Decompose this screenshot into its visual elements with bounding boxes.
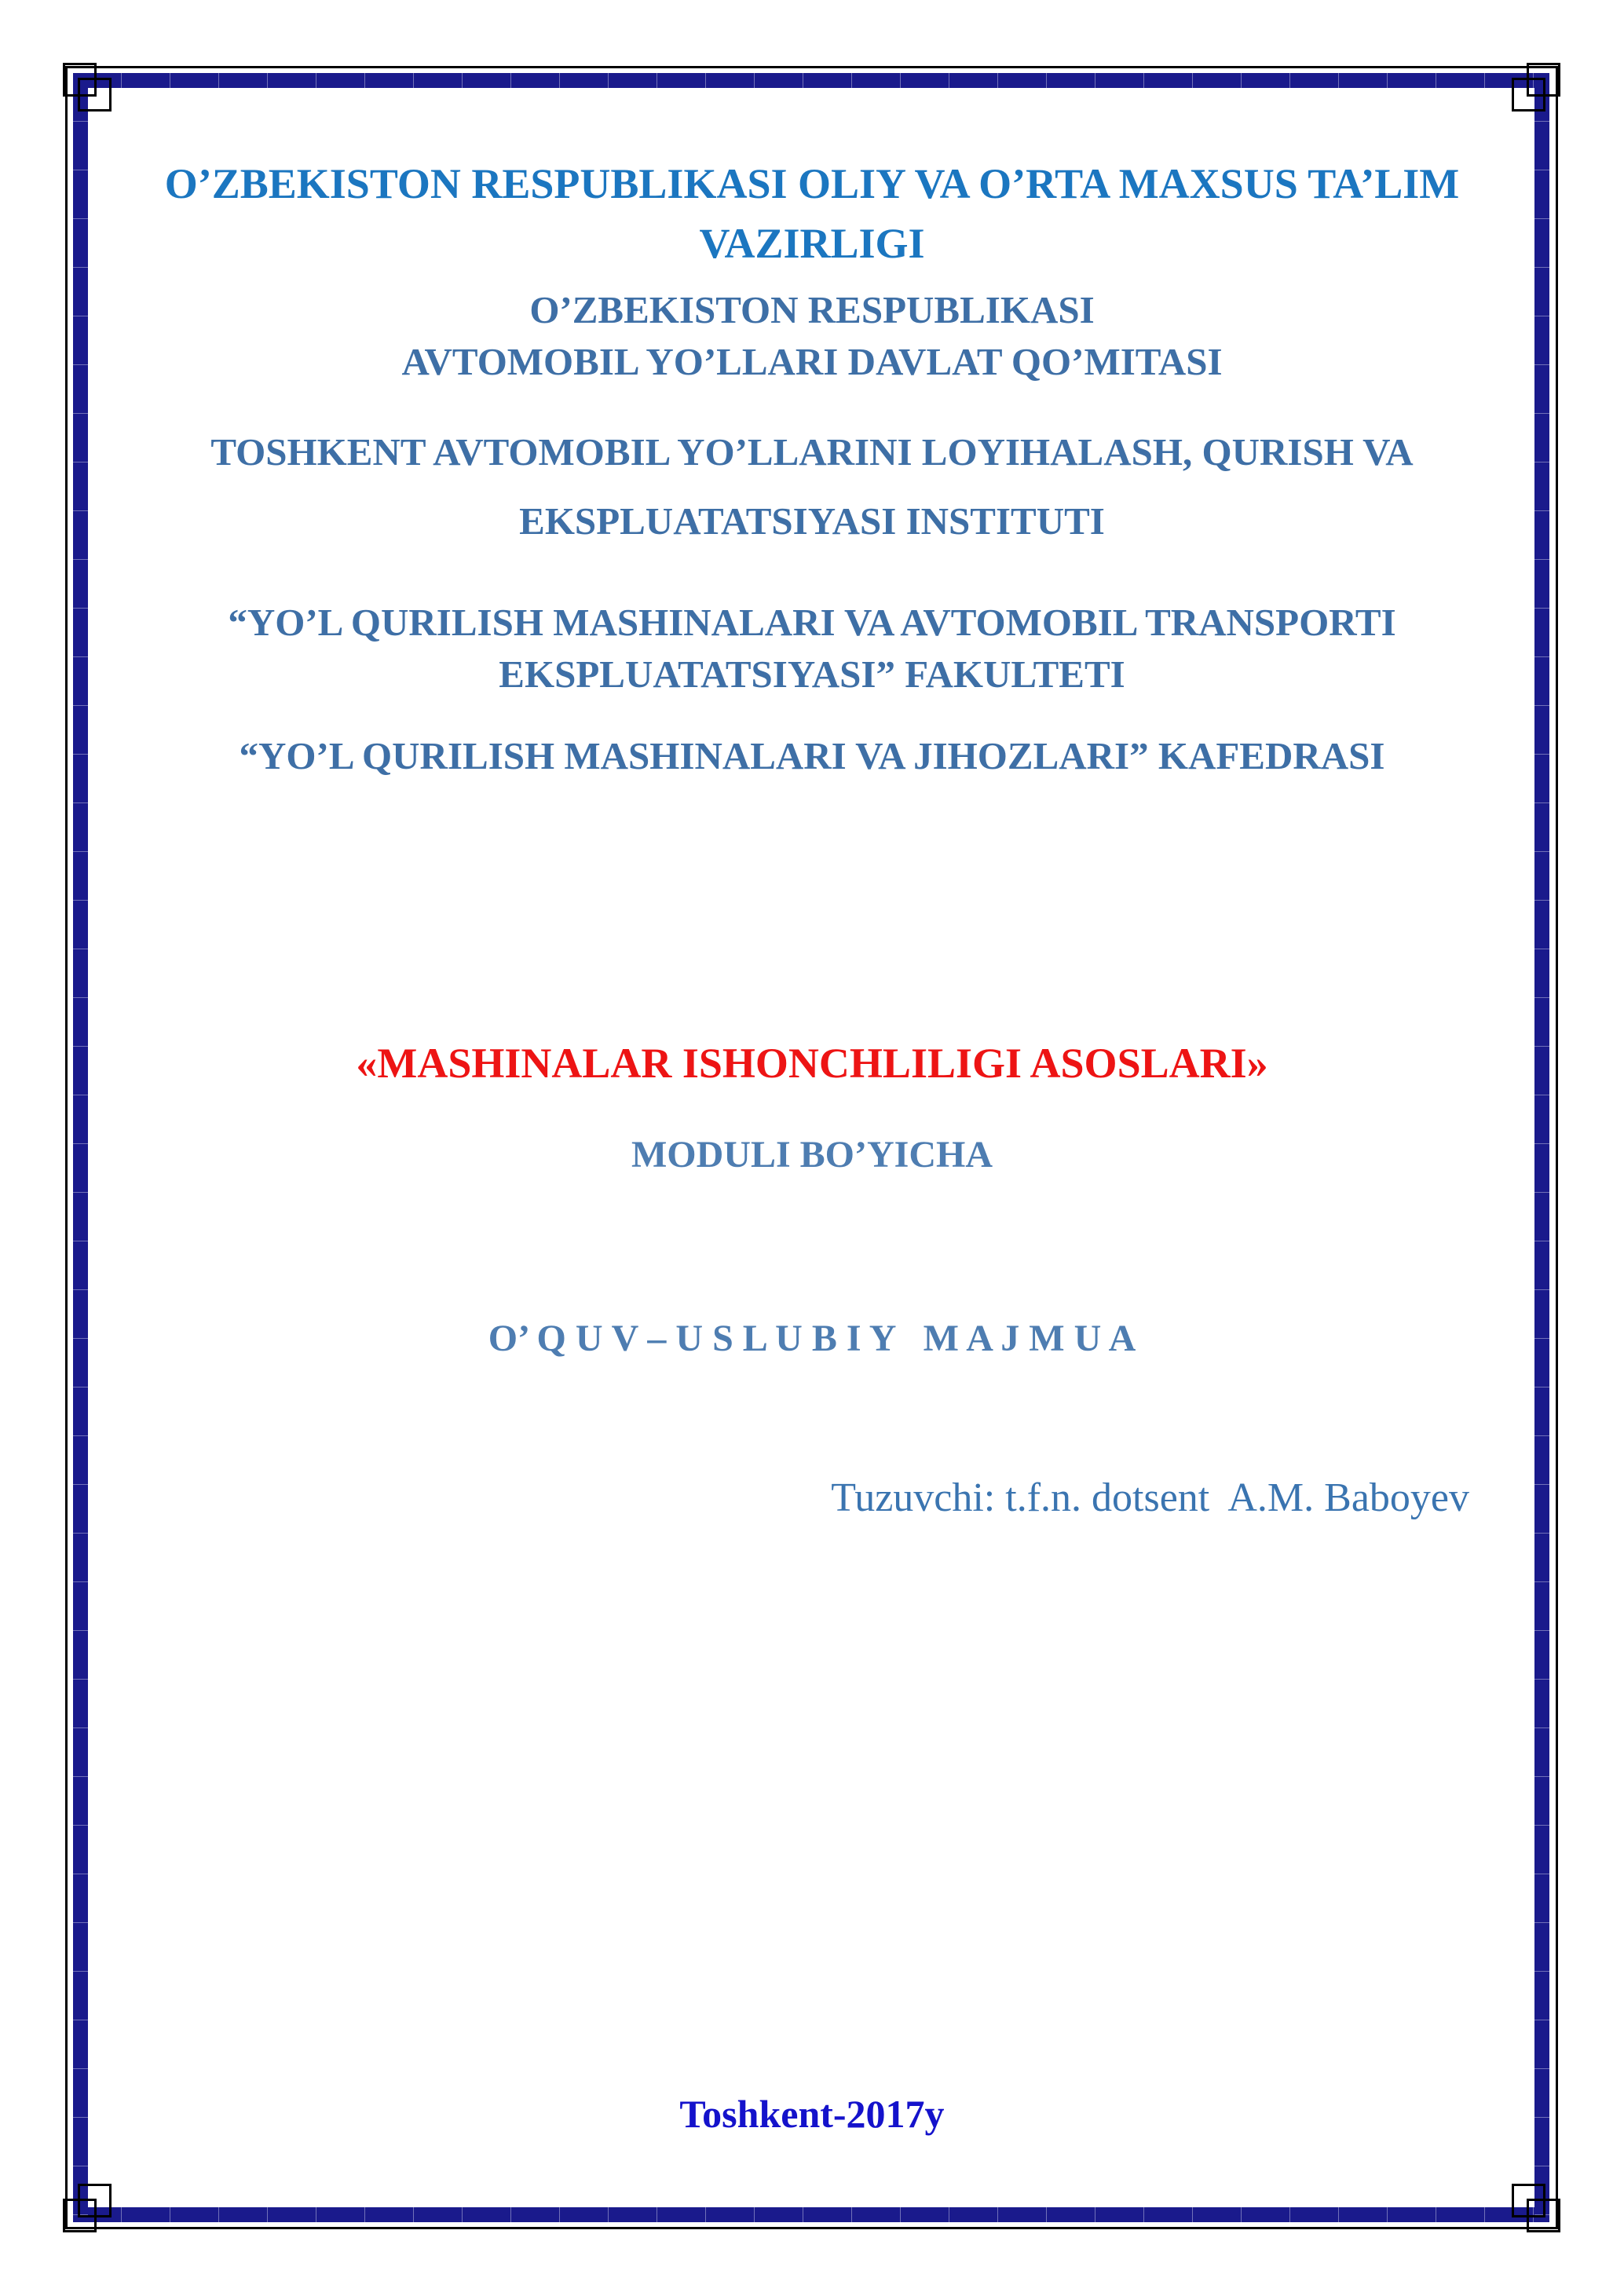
footer-year-text: Toshkent-2017y bbox=[679, 2092, 945, 2136]
institute-title-line1: TOSHKENT AVTOMOBIL YO’LLARINI LOYIHALASH, QURISH VA bbox=[210, 430, 1414, 473]
corner-ornament-top-right bbox=[1512, 63, 1560, 112]
corner-ornament-top-left bbox=[63, 63, 112, 112]
committee-title-line2: AVTOMOBIL YO’LLARI DAVLAT QO’MITASI bbox=[401, 340, 1223, 383]
faculty-title bbox=[0, 597, 1624, 700]
corner-square-icon bbox=[78, 78, 112, 112]
module-title bbox=[0, 1035, 1624, 1091]
module-subtitle bbox=[0, 1131, 1624, 1179]
department-title bbox=[0, 730, 1624, 782]
author-line: Tuzuvchi: t.f.n. dotsent A.M. Baboyev bbox=[831, 1475, 1469, 1520]
corner-square-icon bbox=[1512, 78, 1545, 112]
committee-title-line1: O’ZBEKISTON RESPUBLIKASI bbox=[529, 288, 1095, 331]
document-type-title bbox=[0, 1217, 1624, 1461]
committee-title bbox=[0, 284, 1624, 388]
border-band-top bbox=[73, 73, 1549, 88]
faculty-title-line2: EKSPLUATATSIYASI” FAKULTETI bbox=[499, 653, 1125, 696]
document-type-text: O’ Q U V – U S L U B I Y M A J M U A bbox=[488, 1318, 1136, 1359]
corner-ornament-bottom-left bbox=[63, 2184, 112, 2232]
corner-square-icon bbox=[1512, 2184, 1545, 2217]
department-title-line: “YO’L QURILISH MASHINALARI VA JIHOZLARI” KAFEDRASI bbox=[239, 734, 1385, 777]
corner-ornament-bottom-right bbox=[1512, 2184, 1560, 2232]
institute-title bbox=[0, 418, 1624, 556]
ministry-title bbox=[0, 154, 1624, 273]
corner-square-icon bbox=[78, 2184, 112, 2217]
module-subtitle-text: MODULI BO’YICHA bbox=[631, 1134, 993, 1175]
border-band-bottom bbox=[73, 2207, 1549, 2222]
module-title-text: «MASHINALAR ISHONCHLILIGI ASOSLARI» bbox=[356, 1040, 1268, 1087]
footer-year bbox=[0, 2090, 1624, 2137]
ministry-title-line2: VAZIRLIGI bbox=[699, 220, 925, 267]
institute-title-line2: EKSPLUATATSIYASI INSTITUTI bbox=[519, 499, 1105, 543]
faculty-title-line1: “YO’L QURILISH MASHINALARI VA AVTOMOBIL TRANSPORTI bbox=[228, 601, 1396, 644]
ministry-title-line1: O’ZBEKISTON RESPUBLIKASI OLIY VA O’RTA MAXSUS TA’LIM bbox=[164, 160, 1460, 207]
